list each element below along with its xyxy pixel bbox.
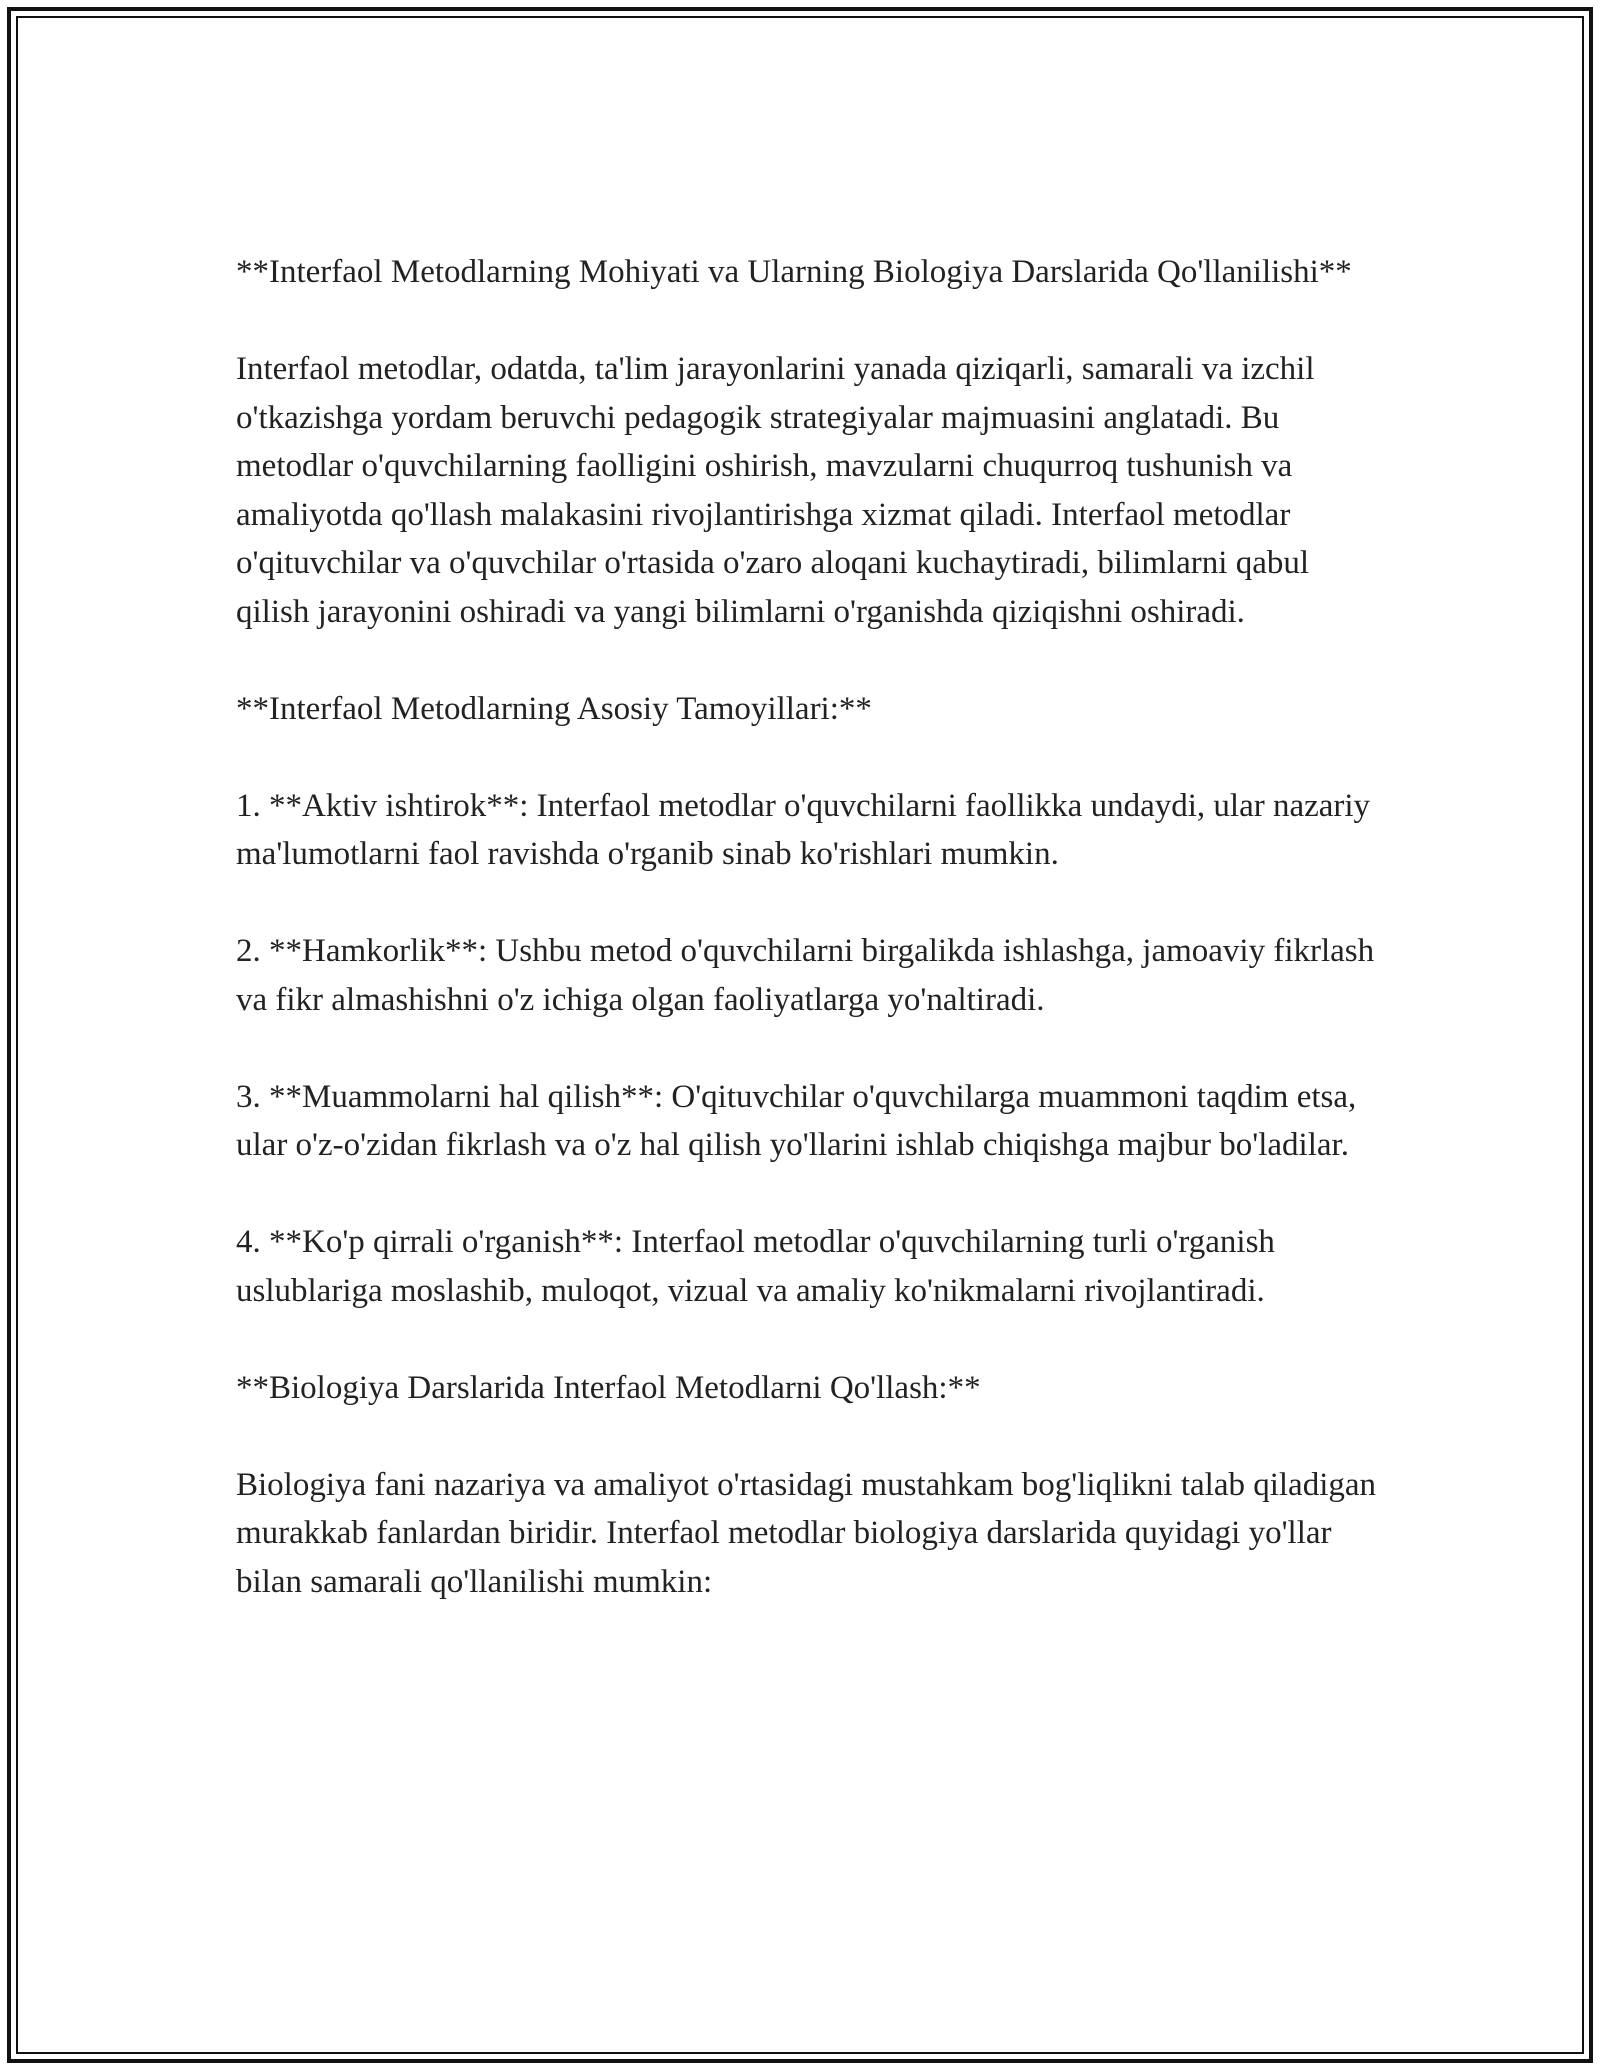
principle-item-2: 2. **Hamkorlik**: Ushbu metod o'quvchilarni birgalikda ishlashga, jamoaviy fikrlash va fikr almashishni o'z ichiga olgan faoliyatlarga yo'naltiradi. <box>236 933 1383 1018</box>
document-body <box>236 248 1386 1606</box>
biology-intro-paragraph: Biologiya fani nazariya va amaliyot o'rtasidagi mustahkam bog'liqlikni talab qiladigan murakkab fanlardan biridir. Interfaol metodlar biologiya darslarida quyidagi yo'llar bilan samarali qo'llanilishi mumkin: <box>236 1466 1385 1600</box>
intro-paragraph: Interfaol metodlar, odatda, ta'lim jarayonlarini yanada qiziqarli, samarali va izchil o'tkazishga yordam beruvchi pedagogik strategiyalar majmuasini anglatadi. Bu metodlar o'quvchilarning faolligini oshirish, mavzularni chuqurroq tushunish va amaliyotda qo'llash malakasini rivojlantirishga xizmat qiladi. Interfaol metodlar o'qituvchilar va o'quvchilar o'rtasida o'zaro aloqani kuchaytiradi, bilimlarni qabul qilish jarayonini oshiradi va yangi bilimlarni o'rganishda qiziqishni oshiradi. <box>236 351 1323 630</box>
principle-item-3: 3. **Muammolarni hal qilish**: O'qituvchilar o'quvchilarga muammoni taqdim etsa, ular o'z-o'zidan fikrlash va o'z hal qilish yo'llarini ishlab chiqishga majbur bo'ladilar. <box>236 1078 1365 1163</box>
principle-item-1: 1. **Aktiv ishtirok**: Interfaol metodlar o'quvchilarni faollikka undaydi, ular nazariy ma'lumotlarni faol ravishda o'rganib sinab ko'rishlari mumkin. <box>236 787 1379 872</box>
principles-heading: **Interfaol Metodlarning Asosiy Tamoyillari:** <box>236 690 872 727</box>
main-heading: **Interfaol Metodlarning Mohiyati va Ularning Biologiya Darslarida Qo'llanilishi** <box>236 254 1352 290</box>
principle-item-4: 4. **Ko'p qirrali o'rganish**: Interfaol metodlar o'quvchilarning turli o'rganish uslublariga moslashib, muloqot, vizual va amaliy ko'nikmalarni rivojlantiradi. <box>236 1224 1284 1309</box>
biology-heading: **Biologiya Darslarida Interfaol Metodlarni Qo'llash:** <box>236 1369 981 1406</box>
